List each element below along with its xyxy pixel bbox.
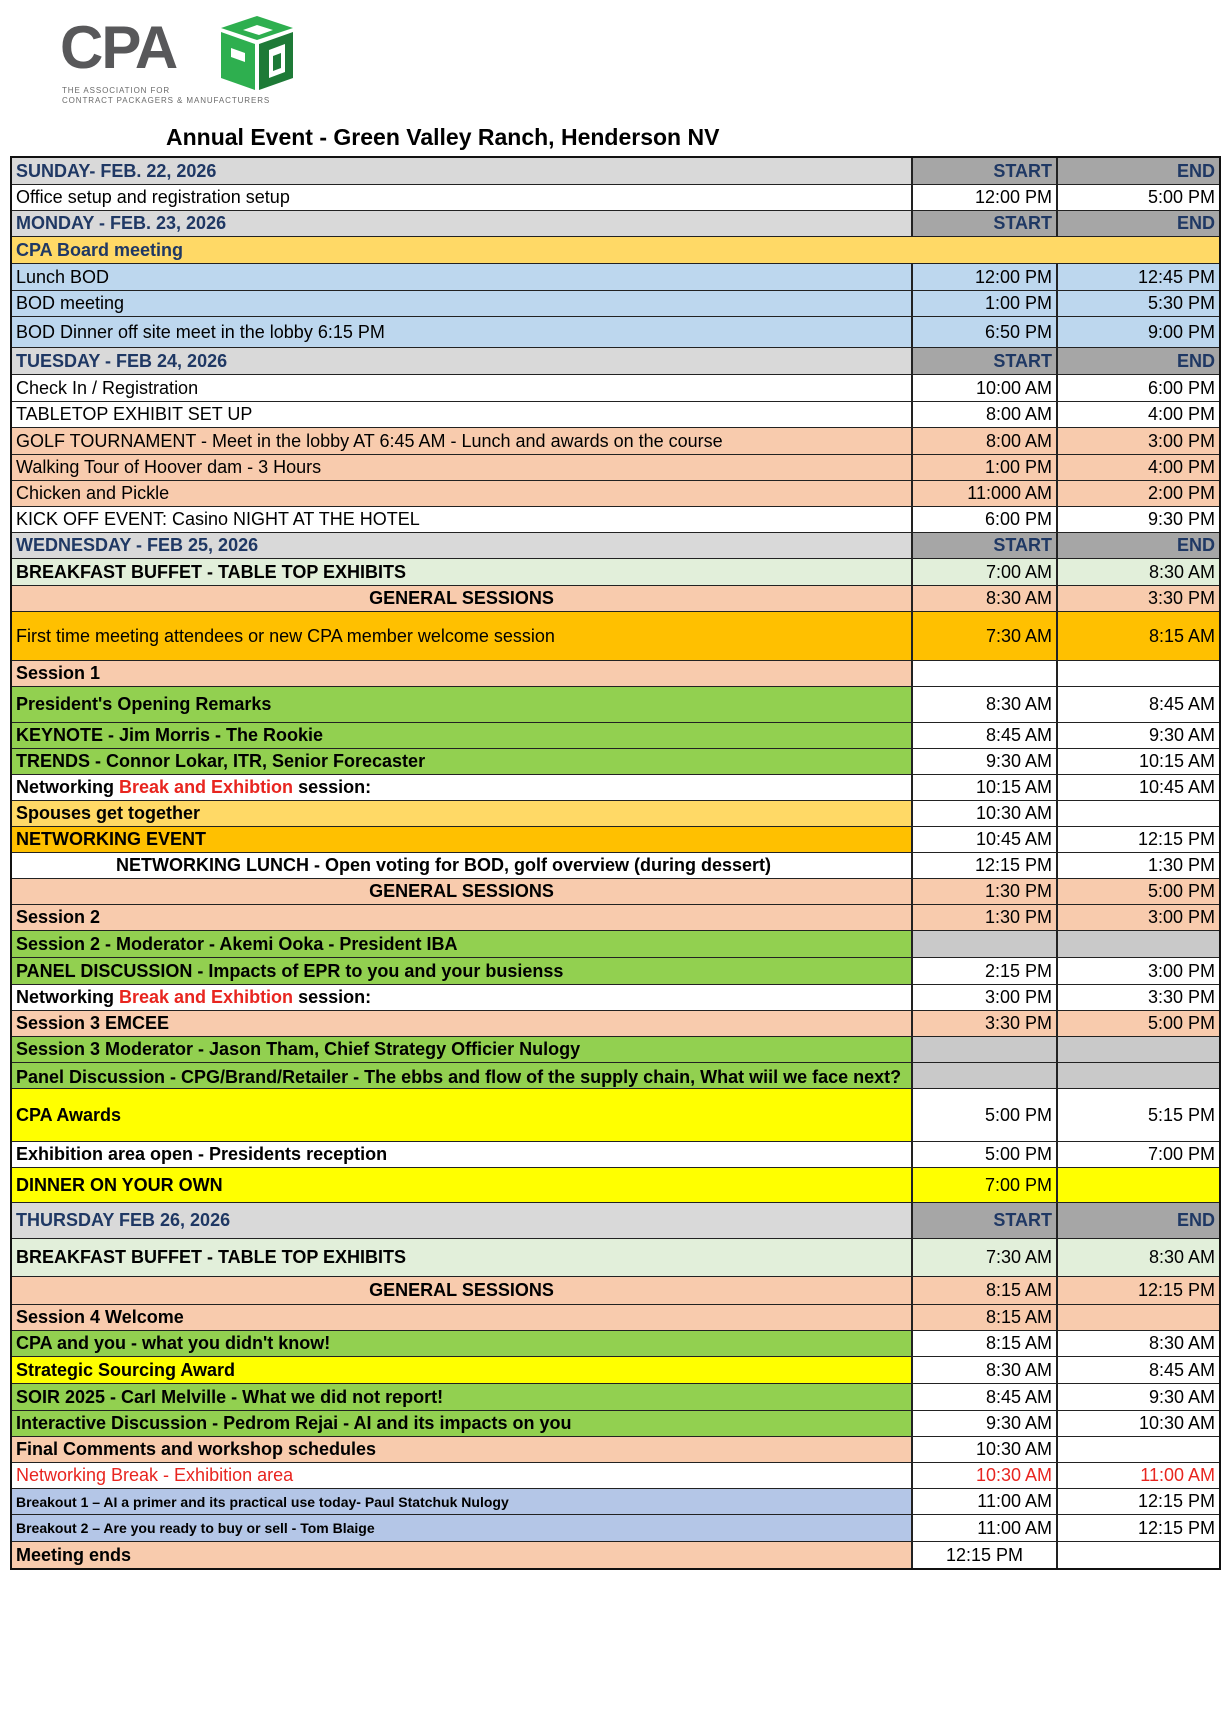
schedule-row: [12, 1410, 1219, 1436]
end-header: END: [1056, 1203, 1219, 1238]
schedule-row: [12, 1330, 1219, 1356]
end-time-cell: 3:00 PM: [1056, 905, 1219, 930]
schedule-row: [12, 852, 1219, 878]
schedule-row: [12, 930, 1219, 957]
end-time-cell: 9:30 AM: [1056, 1384, 1219, 1410]
end-time-cell: 12:15 PM: [1056, 827, 1219, 852]
end-time-cell: [1056, 1437, 1219, 1462]
activity-cell: [12, 1437, 911, 1462]
start-time-cell: 5:00 PM: [911, 1089, 1056, 1141]
activity-text: Networking: [16, 777, 120, 797]
start-time-cell: 7:30 AM: [911, 612, 1056, 660]
logo-tagline: THE ASSOCIATION FOR CONTRACT PACKAGERS & MANUFACTURERS: [62, 86, 271, 105]
schedule-row: [12, 236, 1219, 263]
activity-text: Strategic Sourcing Award: [16, 1359, 236, 1380]
end-time-cell: 3:30 PM: [1056, 586, 1219, 611]
end-time-cell: 2:00 PM: [1056, 481, 1219, 506]
day-header-row: [12, 532, 1219, 558]
activity-cell: [12, 1011, 911, 1036]
day-label: [12, 211, 911, 236]
activity-cell: [12, 1277, 911, 1304]
activity-cell: [12, 775, 911, 800]
start-time-cell: 12:00 PM: [911, 185, 1056, 210]
activity-cell: [12, 661, 911, 686]
activity-cell: [12, 317, 911, 347]
activity-text: Session 4 Welcome: [16, 1307, 184, 1327]
activity-text: First time meeting attendees or new CPA member welcome session: [16, 625, 555, 646]
schedule-row: [12, 774, 1219, 800]
schedule-row: [12, 558, 1219, 585]
start-time-cell: 8:00 AM: [911, 402, 1056, 427]
activity-cell: [12, 1239, 911, 1276]
logo-wordmark: CPA: [60, 14, 177, 81]
end-time-cell: 5:15 PM: [1056, 1089, 1219, 1141]
activity-text: BREAKFAST BUFFET - TABLE TOP EXHIBITS: [16, 561, 407, 582]
end-time-cell: 8:30 AM: [1056, 559, 1219, 585]
start-time-cell: 3:00 PM: [911, 985, 1056, 1010]
activity-text: Session 3 Moderator - Jason Tham, Chief Strategy Officier Nulogy: [16, 1039, 581, 1059]
document-title: Annual Event - Green Valley Ranch, Henderson NV: [166, 124, 720, 150]
end-time-cell: 12:15 PM: [1056, 1489, 1219, 1514]
end-time-cell: [1056, 661, 1219, 686]
activity-cell: [12, 1089, 911, 1141]
end-header: END: [1056, 533, 1219, 558]
end-time-cell: 3:30 PM: [1056, 985, 1219, 1010]
activity-text: DINNER ON YOUR OWN: [16, 1174, 223, 1195]
schedule-row: [12, 184, 1219, 210]
activity-text: Interactive Discussion - Pedrom Rejai - AI and its impacts on you: [16, 1413, 572, 1433]
start-time-cell: 7:30 AM: [911, 1239, 1056, 1276]
activity-cell: [12, 1515, 911, 1541]
schedule-row: [12, 1304, 1219, 1330]
start-time-cell: 8:15 AM: [911, 1305, 1056, 1330]
activity-text: Walking Tour of Hoover dam - 3 Hours: [16, 457, 322, 477]
schedule-row: [12, 1062, 1219, 1088]
start-time-cell: 9:30 AM: [911, 1411, 1056, 1436]
activity-cell: [12, 687, 911, 722]
schedule-row: [12, 984, 1219, 1010]
schedule-row: [12, 316, 1219, 347]
activity-text: Break and Exhibtion: [119, 777, 294, 797]
end-time-cell: 8:45 AM: [1056, 1357, 1219, 1383]
activity-text: President's Opening Remarks: [16, 694, 272, 714]
start-time-cell: 10:15 AM: [911, 775, 1056, 800]
day-title: THURSDAY FEB 26, 2026: [16, 1210, 231, 1230]
end-time-cell: 3:00 PM: [1056, 958, 1219, 984]
start-time-cell: 10:30 AM: [911, 1463, 1056, 1488]
start-header: START: [911, 533, 1056, 558]
day-title: WEDNESDAY - FEB 25, 2026: [16, 535, 259, 555]
end-time-cell: 10:15 AM: [1056, 749, 1219, 774]
start-time-cell: 3:30 PM: [911, 1011, 1056, 1036]
day-label: [12, 1203, 911, 1238]
end-time-cell: 4:00 PM: [1056, 455, 1219, 480]
start-time-cell: 6:50 PM: [911, 317, 1056, 347]
end-time-cell: [1056, 1542, 1219, 1568]
start-time-cell: 8:00 AM: [911, 428, 1056, 454]
schedule-row: [12, 748, 1219, 774]
start-time-cell: 6:00 PM: [911, 507, 1056, 532]
start-header: START: [911, 211, 1056, 236]
activity-text: GENERAL SESSIONS: [369, 588, 554, 608]
start-time-cell: 10:45 AM: [911, 827, 1056, 852]
activity-cell: [12, 612, 911, 660]
schedule-row: [12, 427, 1219, 454]
activity-text: PANEL DISCUSSION - Impacts of EPR to you and your busienss: [16, 960, 564, 981]
start-time-cell: 8:30 AM: [911, 586, 1056, 611]
schedule-row: [12, 1276, 1219, 1304]
activity-text: Breakout 2 – Are you ready to buy or sell - Tom Blaige: [16, 1520, 375, 1536]
start-time-cell: 12:15 PM: [911, 1542, 1056, 1568]
schedule-row: [12, 1436, 1219, 1462]
activity-text: Check In / Registration: [16, 377, 199, 398]
activity-cell: [12, 905, 911, 930]
start-time-cell: 7:00 AM: [911, 559, 1056, 585]
schedule-row: [12, 374, 1219, 401]
schedule-row: [12, 480, 1219, 506]
end-time-cell: 6:00 PM: [1056, 375, 1219, 401]
start-time-cell: 1:00 PM: [911, 291, 1056, 316]
schedule-row: [12, 506, 1219, 532]
schedule-row: [12, 904, 1219, 930]
start-time-cell: [911, 1037, 1056, 1062]
activity-cell: [12, 481, 911, 506]
activity-cell: [12, 559, 911, 585]
end-time-cell: 5:00 PM: [1056, 1011, 1219, 1036]
activity-cell: [12, 237, 1219, 263]
start-time-cell: 11:00 AM: [911, 1515, 1056, 1541]
start-time-cell: 11:000 AM: [911, 481, 1056, 506]
activity-text: Office setup and registration setup: [16, 187, 290, 207]
activity-text: CPA and you - what you didn't know!: [16, 1333, 331, 1353]
end-time-cell: 3:00 PM: [1056, 428, 1219, 454]
end-header: END: [1056, 211, 1219, 236]
cpa-logo: [60, 12, 360, 112]
activity-text: Session 3 EMCEE: [16, 1013, 170, 1033]
activity-text: Breakout 1 – AI a primer and its practical use today- Paul Statchuk Nulogy: [16, 1493, 509, 1510]
schedule-row: [12, 660, 1219, 686]
end-time-cell: 12:45 PM: [1056, 264, 1219, 290]
activity-cell: [12, 428, 911, 454]
start-time-cell: 8:15 AM: [911, 1277, 1056, 1304]
end-time-cell: [1056, 1305, 1219, 1330]
schedule-row: [12, 1167, 1219, 1202]
activity-cell: [12, 1037, 911, 1062]
schedule-row: [12, 401, 1219, 427]
end-time-cell: 12:15 PM: [1056, 1277, 1219, 1304]
start-time-cell: 1:30 PM: [911, 879, 1056, 904]
schedule-row: [12, 957, 1219, 984]
day-label: [12, 158, 911, 184]
activity-text: session:: [293, 777, 372, 797]
schedule-row: [12, 611, 1219, 660]
day-title: MONDAY - FEB. 23, 2026: [16, 213, 227, 233]
schedule-table: [10, 156, 1221, 1570]
end-time-cell: 5:00 PM: [1056, 185, 1219, 210]
start-time-cell: [911, 931, 1056, 957]
activity-text: TRENDS - Connor Lokar, ITR, Senior Forecaster: [16, 751, 426, 771]
activity-cell: [12, 985, 911, 1010]
start-time-cell: 8:45 AM: [911, 1384, 1056, 1410]
schedule-row: [12, 686, 1219, 722]
start-time-cell: 1:00 PM: [911, 455, 1056, 480]
start-time-cell: 8:15 AM: [911, 1331, 1056, 1356]
activity-text: KEYNOTE - Jim Morris - The Rookie: [16, 725, 324, 745]
activity-text: Session 1: [16, 663, 101, 683]
schedule-row: [12, 1488, 1219, 1514]
schedule-row: [12, 1462, 1219, 1488]
start-time-cell: 12:00 PM: [911, 264, 1056, 290]
day-label: [12, 533, 911, 558]
day-title: SUNDAY- FEB. 22, 2026: [16, 160, 217, 181]
day-header-row: [12, 210, 1219, 236]
schedule-row: [12, 263, 1219, 290]
schedule-row: [12, 1514, 1219, 1541]
schedule-row: [12, 1356, 1219, 1383]
end-time-cell: [1056, 801, 1219, 826]
activity-text: Session 2: [16, 907, 101, 927]
schedule-row: [12, 800, 1219, 826]
schedule-row: [12, 1238, 1219, 1276]
start-time-cell: 2:15 PM: [911, 958, 1056, 984]
start-time-cell: 5:00 PM: [911, 1142, 1056, 1167]
activity-text: Panel Discussion - CPG/Brand/Retailer - The ebbs and flow of the supply chain, What wiil we face next?: [16, 1067, 902, 1087]
end-time-cell: 9:30 AM: [1056, 723, 1219, 748]
activity-text: SOIR 2025 - Carl Melville - What we did not report!: [16, 1386, 444, 1407]
cube-logo-icon: [213, 12, 303, 92]
activity-text: Final Comments and workshop schedules: [16, 1439, 377, 1459]
schedule-row: [12, 290, 1219, 316]
end-time-cell: 1:30 PM: [1056, 853, 1219, 878]
start-time-cell: 12:15 PM: [911, 853, 1056, 878]
activity-cell: [12, 1489, 911, 1514]
end-time-cell: 12:15 PM: [1056, 1515, 1219, 1541]
day-header-row: [12, 1202, 1219, 1238]
end-time-cell: 10:30 AM: [1056, 1411, 1219, 1436]
activity-text: NETWORKING LUNCH - Open voting for BOD, golf overview (during dessert): [116, 855, 772, 875]
end-time-cell: 4:00 PM: [1056, 402, 1219, 427]
activity-text: Networking: [16, 987, 120, 1007]
activity-text: session:: [293, 987, 372, 1007]
schedule-row: [12, 1141, 1219, 1167]
day-title: TUESDAY - FEB 24, 2026: [16, 350, 228, 371]
activity-cell: [12, 931, 911, 957]
end-header: END: [1056, 348, 1219, 374]
activity-cell: [12, 1305, 911, 1330]
end-time-cell: 10:45 AM: [1056, 775, 1219, 800]
activity-cell: [12, 586, 911, 611]
activity-cell: [12, 1331, 911, 1356]
end-time-cell: [1056, 1037, 1219, 1062]
start-time-cell: 8:30 AM: [911, 1357, 1056, 1383]
activity-cell: [12, 402, 911, 427]
activity-cell: [12, 1463, 911, 1488]
start-time-cell: [911, 661, 1056, 686]
end-time-cell: 8:30 AM: [1056, 1331, 1219, 1356]
end-time-cell: 9:30 PM: [1056, 507, 1219, 532]
start-time-cell: 10:00 AM: [911, 375, 1056, 401]
activity-text: TABLETOP EXHIBIT SET UP: [16, 404, 253, 424]
activity-cell: [12, 1542, 911, 1568]
activity-cell: [12, 1357, 911, 1383]
activity-text: CPA Awards: [16, 1104, 122, 1125]
day-header-row: [12, 347, 1219, 374]
activity-cell: [12, 879, 911, 904]
start-time-cell: 10:30 AM: [911, 801, 1056, 826]
activity-cell: [12, 723, 911, 748]
activity-cell: [12, 853, 911, 878]
activity-cell: [12, 1384, 911, 1410]
end-time-cell: [1056, 931, 1219, 957]
start-time-cell: [911, 1063, 1056, 1088]
schedule-row: [12, 454, 1219, 480]
start-time-cell: 8:45 AM: [911, 723, 1056, 748]
schedule-row: [12, 1088, 1219, 1141]
activity-text: GOLF TOURNAMENT - Meet in the lobby AT 6:45 AM - Lunch and awards on the course: [16, 430, 723, 451]
activity-cell: [12, 507, 911, 532]
schedule-row: [12, 826, 1219, 852]
activity-cell: [12, 801, 911, 826]
activity-cell: [12, 264, 911, 290]
end-time-cell: 5:00 PM: [1056, 879, 1219, 904]
activity-text: Lunch BOD: [16, 266, 110, 287]
activity-text: KICK OFF EVENT: Casino NIGHT AT THE HOTEL: [16, 509, 420, 529]
end-time-cell: [1056, 1063, 1219, 1088]
activity-cell: [12, 1142, 911, 1167]
activity-text: Break and Exhibtion: [119, 987, 294, 1007]
activity-cell: [12, 291, 911, 316]
activity-text: CPA Board meeting: [16, 239, 184, 260]
activity-text: Spouses get together: [16, 803, 201, 823]
start-header: START: [911, 1203, 1056, 1238]
start-time-cell: 1:30 PM: [911, 905, 1056, 930]
schedule-row: [12, 1036, 1219, 1062]
end-time-cell: 11:00 AM: [1056, 1463, 1219, 1488]
start-time-cell: 11:00 AM: [911, 1489, 1056, 1514]
activity-text: Exhibition area open - Presidents reception: [16, 1144, 388, 1164]
start-time-cell: 8:30 AM: [911, 687, 1056, 722]
schedule-row: [12, 878, 1219, 904]
activity-text: BOD meeting: [16, 293, 125, 313]
activity-text: BOD Dinner off site meet in the lobby 6:15 PM: [16, 321, 385, 342]
start-time-cell: 7:00 PM: [911, 1168, 1056, 1202]
end-time-cell: [1056, 1168, 1219, 1202]
activity-text: Chicken and Pickle: [16, 483, 170, 503]
activity-text: Session 2 - Moderator - Akemi Ooka - President IBA: [16, 933, 458, 954]
end-time-cell: 5:30 PM: [1056, 291, 1219, 316]
schedule-row: [12, 585, 1219, 611]
end-time-cell: 8:30 AM: [1056, 1239, 1219, 1276]
schedule-row: [12, 1383, 1219, 1410]
activity-cell: [12, 455, 911, 480]
start-time-cell: 9:30 AM: [911, 749, 1056, 774]
start-time-cell: 10:30 AM: [911, 1437, 1056, 1462]
end-time-cell: 8:15 AM: [1056, 612, 1219, 660]
schedule-row: [12, 722, 1219, 748]
start-header: START: [911, 158, 1056, 184]
activity-text: NETWORKING EVENT: [16, 829, 207, 849]
start-header: START: [911, 348, 1056, 374]
end-header: END: [1056, 158, 1219, 184]
activity-cell: [12, 185, 911, 210]
activity-cell: [12, 749, 911, 774]
activity-cell: [12, 1168, 911, 1202]
day-header-row: [12, 158, 1219, 184]
activity-cell: [12, 827, 911, 852]
activity-text: Networking Break - Exhibition area: [16, 1465, 294, 1485]
end-time-cell: 8:45 AM: [1056, 687, 1219, 722]
activity-cell: [12, 958, 911, 984]
activity-text: GENERAL SESSIONS: [369, 881, 554, 901]
end-time-cell: 9:00 PM: [1056, 317, 1219, 347]
activity-text: GENERAL SESSIONS: [369, 1280, 554, 1300]
activity-text: BREAKFAST BUFFET - TABLE TOP EXHIBITS: [16, 1247, 407, 1267]
activity-cell: [12, 375, 911, 401]
activity-text: Meeting ends: [16, 1544, 132, 1565]
activity-cell: [12, 1411, 911, 1436]
schedule-row: [12, 1010, 1219, 1036]
day-label: [12, 348, 911, 374]
schedule-row: [12, 1541, 1219, 1568]
end-time-cell: 7:00 PM: [1056, 1142, 1219, 1167]
activity-cell: [12, 1063, 911, 1088]
